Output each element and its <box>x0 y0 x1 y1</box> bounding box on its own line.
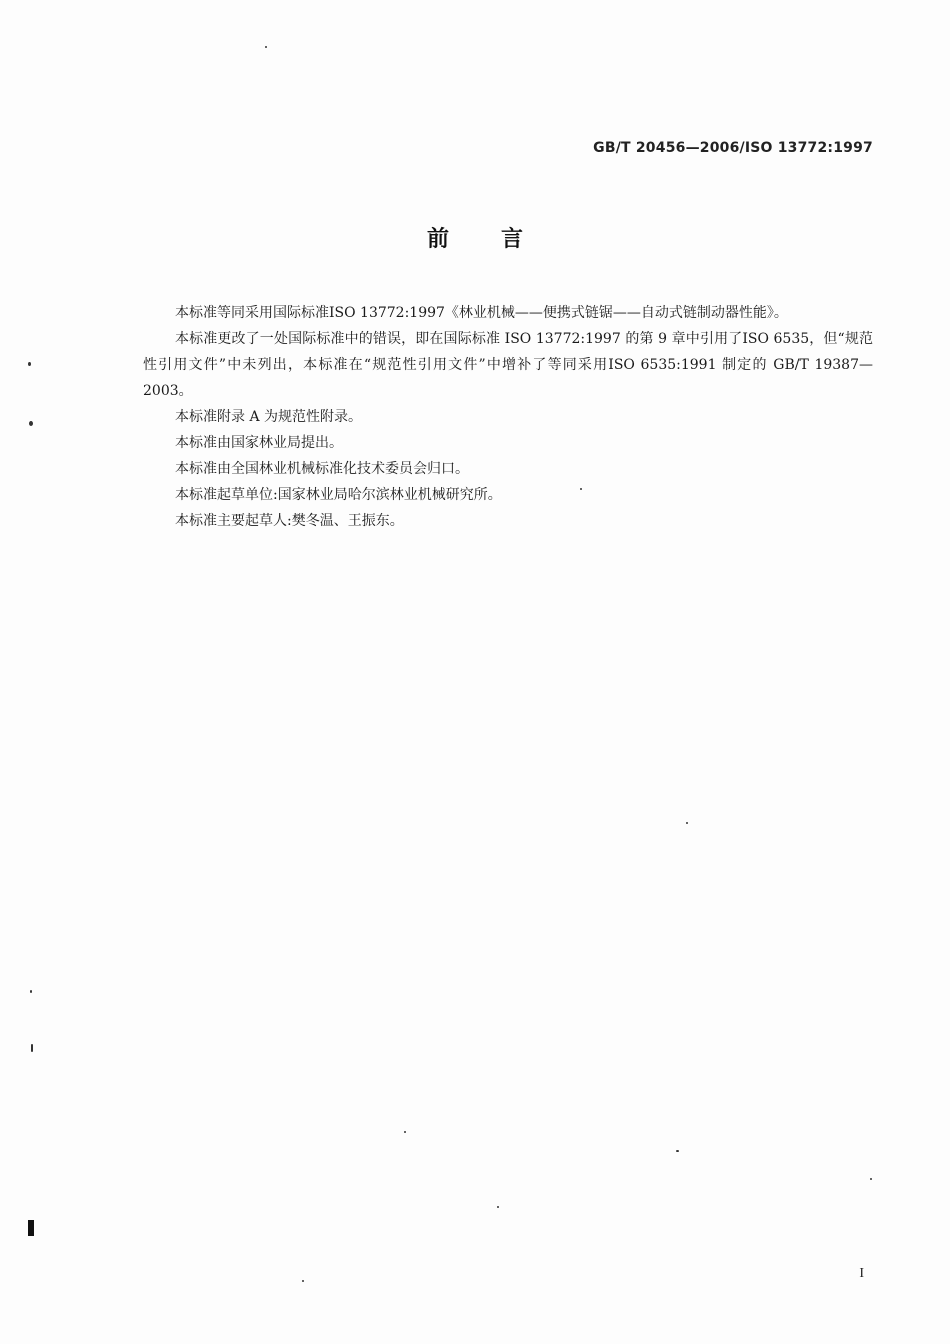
scan-speck <box>580 488 582 490</box>
scan-speck <box>676 1150 679 1152</box>
paragraph-annex: 本标准附录 A 为规范性附录。 <box>175 409 363 425</box>
standard-code-header: GB/T 20456—2006/ISO 13772:1997 <box>593 140 873 156</box>
page-number: I <box>859 1266 864 1281</box>
scan-speck <box>302 1280 304 1282</box>
paragraph-proposer: 本标准由国家林业局提出。 <box>175 435 343 451</box>
scan-mark <box>28 1220 34 1236</box>
scan-speck <box>28 362 31 366</box>
page-title: 前言 <box>426 227 575 252</box>
paragraph-drafting-unit: 本标准起草单位:国家林业局哈尔滨林业机械研究所。 <box>175 487 502 503</box>
scan-speck <box>404 1131 406 1133</box>
preface-body <box>143 300 873 534</box>
scan-speck <box>31 1044 33 1052</box>
scan-speck <box>870 1178 872 1180</box>
scan-speck <box>30 990 32 993</box>
scan-speck <box>265 46 267 48</box>
scan-speck <box>686 822 688 824</box>
paragraph-adoption: 本标准等同采用国际标准ISO 13772:1997《林业机械——便携式链锯——自动式链制动器性能》。 <box>175 305 788 321</box>
paragraph-drafters: 本标准主要起草人:樊冬温、王振东。 <box>175 513 404 529</box>
paragraph-correction: 本标准更改了一处国际标准中的错误，即在国际标准 ISO 13772:1997 的第 9 章中引用了ISO 6535，但“规范性引用文件”中未列出，本标准在“规范性引用文件”中增补了等同采用ISO 6535:1991 制定的 GB/T 19387—2003。 <box>143 331 873 399</box>
paragraph-committee: 本标准由全国林业机械标准化技术委员会归口。 <box>175 461 469 477</box>
scan-speck <box>497 1206 499 1208</box>
scan-speck <box>29 421 33 426</box>
